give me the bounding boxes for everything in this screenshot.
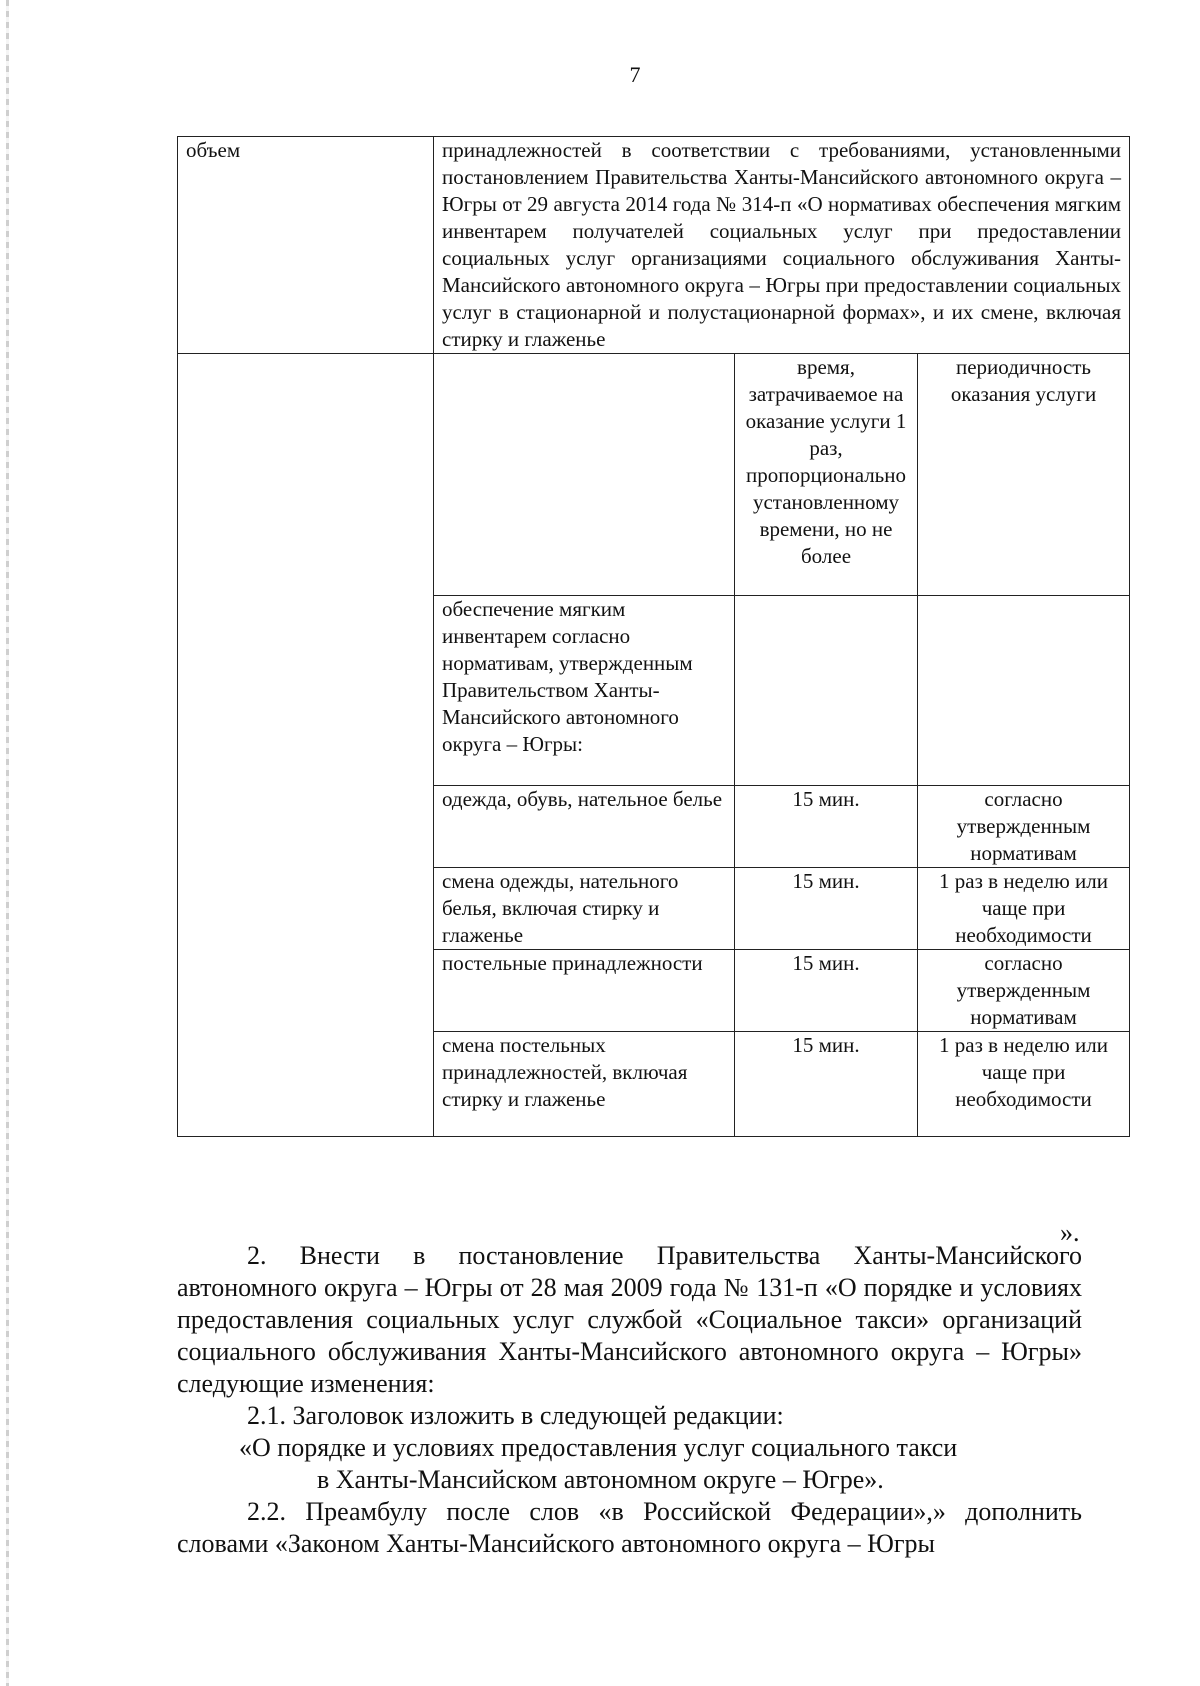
time-cell: 15 мин. [735, 868, 918, 950]
table-row [178, 786, 1130, 868]
scan-edge [6, 0, 9, 1686]
frequency-cell: 1 раз в неделю или чаще при необходимости [918, 868, 1130, 950]
table-row [178, 868, 1130, 950]
empty-cell [735, 596, 918, 786]
page-number: 7 [629, 62, 641, 87]
table-row [178, 1032, 1130, 1137]
time-cell: 15 мин. [735, 786, 918, 868]
table-header-row [178, 354, 1130, 596]
empty-cell [434, 354, 735, 596]
intro-cell: обеспечение мягким инвентарем согласно нормативам, утвержденным Правительством Ханты-Мансийского автономного округа – Югры: [434, 596, 735, 786]
services-table [177, 136, 1130, 1137]
table-row [178, 950, 1130, 1032]
service-cell: смена постельных принадлежностей, включая стирку и глаженье [434, 1032, 735, 1137]
table-row [178, 137, 1130, 354]
header-time: время, затрачиваемое на оказание услуги 1 раз, пропорционально установленному времени, но не более [735, 354, 918, 596]
row-label-cell: объем [178, 137, 434, 354]
closing-quote: ». [1060, 1218, 1080, 1247]
empty-cell [178, 354, 434, 596]
empty-cell [178, 950, 434, 1032]
empty-cell [178, 786, 434, 868]
paragraph-2-1: 2.1. Заголовок изложить в следующей редакции: [247, 1401, 784, 1430]
empty-cell [178, 596, 434, 786]
time-cell: 15 мин. [735, 1032, 918, 1137]
row-description-cell: принадлежностей в соответствии с требованиями, установленными постановлением Правительства Ханты-Мансийского автономного округа – Югры от 29 августа 2014 года № 314-п «О нормативах обеспечения мягким инвентарем получателей социальных услуг при предоставлении социальных услуг организациями социального обслуживания Ханты-Мансийского автономного округа – Югры при предоставлении социальных услуг в стационарной и полустационарной формах», и их смене, включая стирку и глаженье [434, 137, 1130, 354]
empty-cell [178, 868, 434, 950]
time-cell: 15 мин. [735, 950, 918, 1032]
empty-cell [178, 1032, 434, 1137]
empty-cell [918, 596, 1130, 786]
paragraph-2: 2. Внести в постановление Правительства Ханты-Мансийского автономного округа – Югры от 28 мая 2009 года № 131-п «О порядке и условиях предоставления социальных услуг службой «Социальное такси» организаций социального обслуживания Ханты-Мансийского автономного округа – Югры» следующие изменения: [177, 1241, 1082, 1398]
new-title-line-2: в Ханты-Мансийском автономном округе – Югре». [317, 1465, 884, 1494]
service-cell: одежда, обувь, нательное белье [434, 786, 735, 868]
service-cell: постельные принадлежности [434, 950, 735, 1032]
frequency-cell: согласно утвержденным нормативам [918, 950, 1130, 1032]
frequency-cell: 1 раз в неделю или чаще при необходимости [918, 1032, 1130, 1137]
new-title-line-1: «О порядке и условиях предоставления услуг социального такси [239, 1433, 958, 1462]
table-row [178, 596, 1130, 786]
frequency-cell: согласно утвержденным нормативам [918, 786, 1130, 868]
document-body [177, 1240, 1082, 1560]
service-cell: смена одежды, нательного белья, включая стирку и глаженье [434, 868, 735, 950]
paragraph-2-2: 2.2. Преамбулу после слов «в Российской Федерации»,» дополнить словами «Законом Ханты-Мансийского автономного округа – Югры [177, 1497, 1082, 1558]
header-frequency: периодичность оказания услуги [918, 354, 1130, 596]
